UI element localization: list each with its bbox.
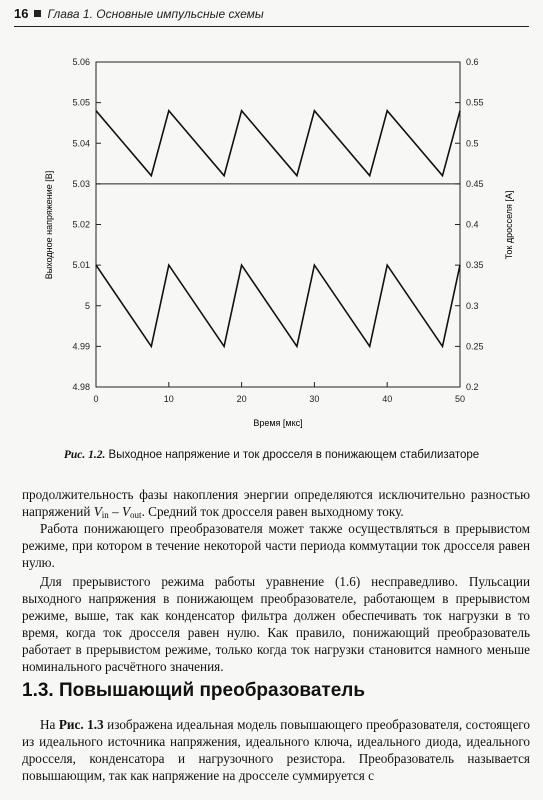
- y-axis-label-left: Выходное напряжение [В]: [44, 170, 54, 280]
- paragraph-2: Работа понижающего преобразователя может также осуществляться в прерывистом режиме, при котором в течение некоторой части периода коммутации ток дросселя равен нулю.: [22, 521, 530, 570]
- y-left-tick-label: 5.01: [72, 260, 90, 271]
- y-left-tick-label: 5.06: [72, 57, 90, 67]
- paragraph-1: [22, 486, 530, 524]
- x-axis-label: Время [мкс]: [253, 418, 303, 428]
- y-left-tick-label: 4.99: [72, 341, 90, 352]
- paragraph-4: [22, 716, 530, 784]
- figure-caption: [0, 449, 543, 461]
- caption-label: Рис. 1.2.: [63, 449, 106, 461]
- chart-series: [96, 111, 460, 347]
- section-heading: 1.3. Повышающий преобразователь: [22, 680, 366, 701]
- chapter-title: Глава 1. Основные импульсные схемы: [47, 7, 264, 21]
- series-output-voltage: [96, 111, 460, 176]
- y-right-tick-label: 0.45: [466, 178, 484, 189]
- figure: [0, 40, 543, 440]
- x-tick-label: 20: [236, 394, 247, 404]
- figure-reference: Рис. 1.3: [58, 717, 104, 732]
- vout-subscript: out: [130, 510, 142, 520]
- y-right-tick-label: 0.55: [466, 97, 484, 108]
- x-tick-label: 10: [163, 394, 174, 404]
- paragraph-4-text: изображена идеальная модель повышающего преобразователя, состоящего из идеального источника напряжения, идеального ключа, идеального диода, идеального дросселя, конденсатора и нагрузочного резистора. Преобразователь называется повышающим, так как напряжение на дросселе суммируется с: [22, 717, 530, 783]
- y-left-tick-label: 5.03: [72, 178, 90, 189]
- paragraph-4-lead: На: [40, 717, 59, 732]
- x-tick-label: 30: [309, 394, 320, 404]
- paragraph-3: Для прерывистого режима работы уравнение (1.6) несправедливо. Пульсации выходного напряжения в понижающем преобразователе, работающем в прерывистом режиме, выше, так как конденсатор фильтра должен обеспечивать ток нагрузки в то время, когда ток дросселя равен нулю. Как правило, понижающий преобразователь работает в прерывистом режиме, только когда ток нагрузки становится намного меньше номинального расчётного значения.: [22, 574, 530, 674]
- y-axis-label-right: Ток дросселя [А]: [504, 190, 514, 260]
- page-number: 16: [14, 6, 29, 21]
- chart-ticks: [72, 57, 483, 404]
- vin-subscript: in: [101, 510, 109, 520]
- y-left-tick-label: 5.02: [72, 219, 90, 230]
- vout-symbol: V: [121, 504, 131, 519]
- caption-text: Выходное напряжение и ток дросселя в понижающем стабилизаторе: [105, 449, 480, 461]
- y-right-tick-label: 0.35: [466, 260, 484, 271]
- y-right-tick-label: 0.5: [466, 138, 479, 149]
- chart: [0, 40, 543, 440]
- vin-symbol: V: [93, 504, 102, 519]
- y-right-tick-label: 0.25: [466, 341, 484, 352]
- page-header: [14, 6, 529, 27]
- plot-frame: [96, 62, 460, 387]
- y-left-tick-label: 4.98: [72, 382, 90, 392]
- dash: –: [108, 504, 122, 519]
- x-tick-label: 40: [382, 394, 393, 404]
- y-left-tick-label: 5.04: [72, 138, 90, 149]
- series-inductor-current: [96, 265, 460, 346]
- x-tick-label: 50: [454, 394, 466, 404]
- paragraph-1-text: продолжительность фазы накопления энергии определяются исключительно разностью напряжений: [22, 487, 530, 519]
- y-right-tick-label: 0.2: [466, 382, 479, 392]
- chart-frame: [96, 62, 460, 387]
- y-right-tick-label: 0.4: [466, 219, 479, 230]
- y-left-tick-label: 5: [84, 300, 90, 311]
- paragraph-1-tail: . Средний ток дросселя равен выходному току.: [141, 504, 404, 519]
- y-right-tick-label: 0.6: [466, 57, 479, 67]
- y-left-tick-label: 5.05: [72, 97, 90, 108]
- header-square-icon: [34, 10, 41, 17]
- y-right-tick-label: 0.3: [466, 300, 479, 311]
- x-tick-label: 0: [93, 394, 99, 404]
